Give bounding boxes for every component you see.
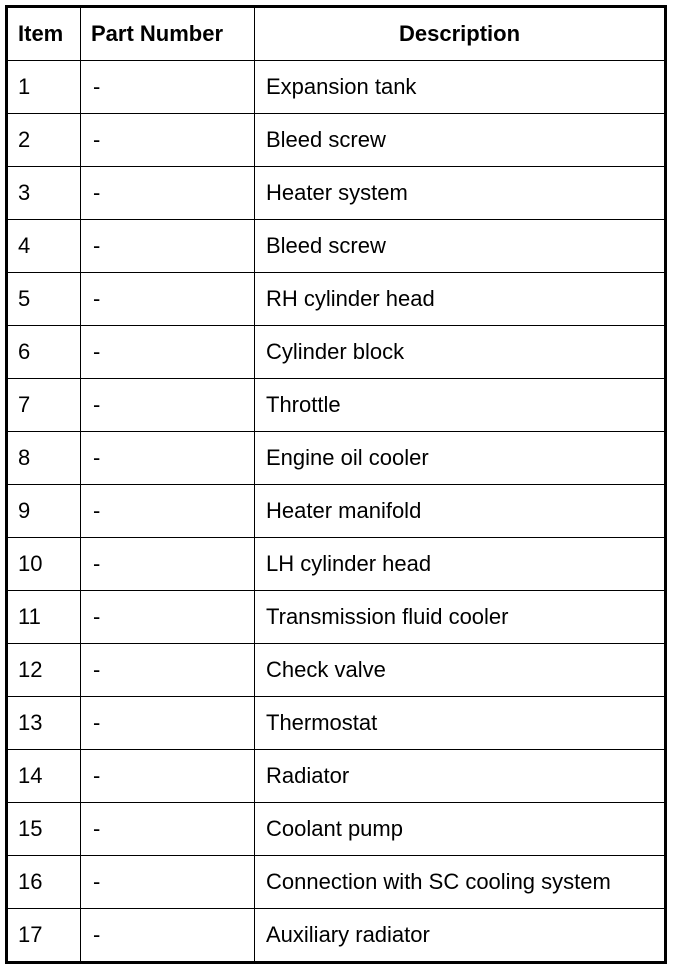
table-row	[7, 167, 666, 220]
cell-item: 1	[7, 61, 81, 114]
table-row	[7, 644, 666, 697]
parts-table	[5, 5, 667, 964]
cell-item: 16	[7, 856, 81, 909]
cell-part-number: -	[81, 114, 255, 167]
cell-description: Bleed screw	[255, 114, 666, 167]
table-row	[7, 273, 666, 326]
table-row	[7, 379, 666, 432]
cell-description: RH cylinder head	[255, 273, 666, 326]
cell-description: Engine oil cooler	[255, 432, 666, 485]
cell-part-number: -	[81, 538, 255, 591]
cell-description: Cylinder block	[255, 326, 666, 379]
cell-item: 2	[7, 114, 81, 167]
cell-description: Auxiliary radiator	[255, 909, 666, 963]
cell-part-number: -	[81, 856, 255, 909]
table-body	[7, 61, 666, 963]
cell-description: Radiator	[255, 750, 666, 803]
cell-item: 9	[7, 485, 81, 538]
cell-part-number: -	[81, 326, 255, 379]
cell-description: Connection with SC cooling system	[255, 856, 666, 909]
cell-item: 11	[7, 591, 81, 644]
header-part-number: Part Number	[81, 7, 255, 61]
cell-item: 4	[7, 220, 81, 273]
cell-part-number: -	[81, 432, 255, 485]
cell-item: 7	[7, 379, 81, 432]
cell-part-number: -	[81, 167, 255, 220]
table-row	[7, 697, 666, 750]
table-row	[7, 114, 666, 167]
cell-item: 17	[7, 909, 81, 963]
cell-description: LH cylinder head	[255, 538, 666, 591]
table-row	[7, 750, 666, 803]
header-row	[7, 7, 666, 61]
cell-part-number: -	[81, 485, 255, 538]
table-row	[7, 326, 666, 379]
cell-description: Transmission fluid cooler	[255, 591, 666, 644]
cell-part-number: -	[81, 750, 255, 803]
cell-item: 14	[7, 750, 81, 803]
cell-description: Thermostat	[255, 697, 666, 750]
cell-item: 6	[7, 326, 81, 379]
cell-item: 5	[7, 273, 81, 326]
cell-part-number: -	[81, 61, 255, 114]
cell-item: 13	[7, 697, 81, 750]
cell-part-number: -	[81, 697, 255, 750]
cell-item: 3	[7, 167, 81, 220]
cell-description: Coolant pump	[255, 803, 666, 856]
cell-description: Throttle	[255, 379, 666, 432]
table-row	[7, 909, 666, 963]
table-row	[7, 538, 666, 591]
table-row	[7, 485, 666, 538]
cell-item: 15	[7, 803, 81, 856]
cell-description: Check valve	[255, 644, 666, 697]
cell-part-number: -	[81, 273, 255, 326]
cell-item: 10	[7, 538, 81, 591]
table-row	[7, 803, 666, 856]
cell-description: Heater system	[255, 167, 666, 220]
table-row	[7, 432, 666, 485]
cell-part-number: -	[81, 379, 255, 432]
header-description: Description	[255, 7, 666, 61]
header-item: Item	[7, 7, 81, 61]
cell-item: 8	[7, 432, 81, 485]
cell-description: Heater manifold	[255, 485, 666, 538]
table-row	[7, 220, 666, 273]
table-row	[7, 591, 666, 644]
cell-description: Bleed screw	[255, 220, 666, 273]
cell-part-number: -	[81, 909, 255, 963]
cell-item: 12	[7, 644, 81, 697]
cell-part-number: -	[81, 644, 255, 697]
table-row	[7, 61, 666, 114]
table-row	[7, 856, 666, 909]
cell-part-number: -	[81, 220, 255, 273]
cell-part-number: -	[81, 803, 255, 856]
table-header	[7, 7, 666, 61]
cell-description: Expansion tank	[255, 61, 666, 114]
cell-part-number: -	[81, 591, 255, 644]
